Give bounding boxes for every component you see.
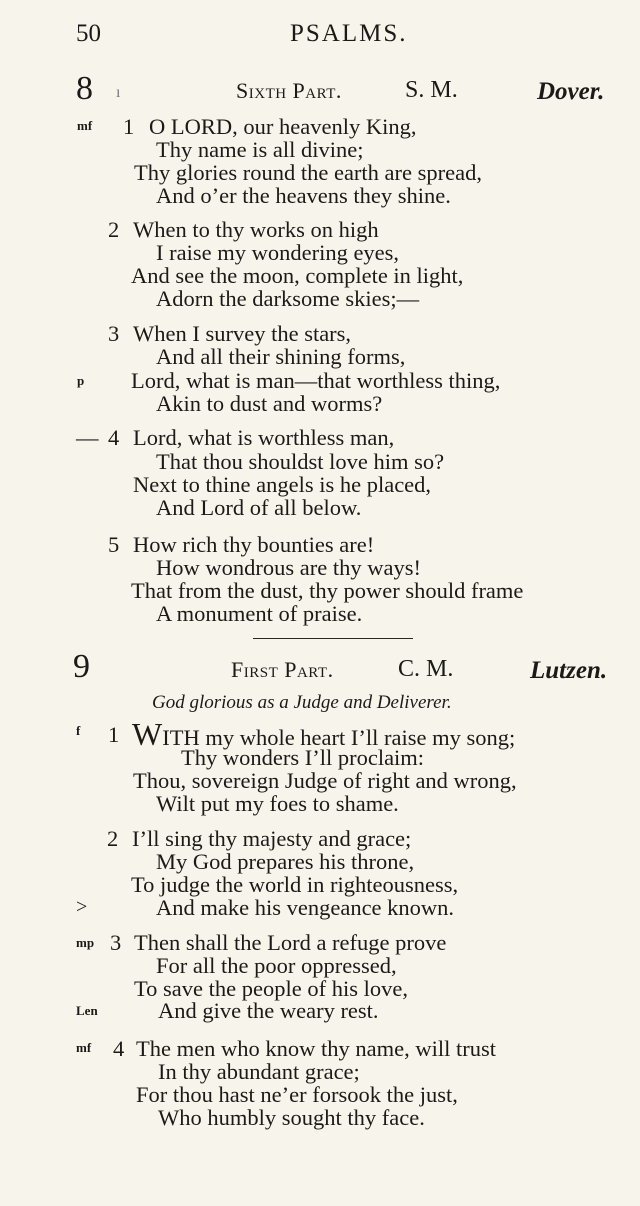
psalm-9-subtitle: God glorious as a Judge and Deliverer. — [152, 692, 452, 713]
hymn-line: Who humbly sought thy face. — [158, 1105, 425, 1130]
verse-number: 2 — [108, 217, 120, 242]
psalm-8-meter: S. M. — [405, 77, 458, 103]
hymn-line: Wilt put my foes to shame. — [156, 791, 399, 816]
verse-number: 3 — [110, 930, 122, 955]
hymn-line: When to thy works on high — [133, 217, 379, 242]
hymn-line: That from the dust, thy power should frame — [131, 578, 524, 603]
section-divider — [253, 638, 413, 639]
dynamic-mark: mf — [76, 1040, 92, 1055]
hymn-line: And o’er the heavens they shine. — [156, 183, 451, 208]
dynamic-mark: mp — [76, 935, 95, 950]
dash-mark: — — [76, 425, 99, 450]
hymn-line: I’ll sing thy majesty and grace; — [132, 826, 412, 851]
hymn-line: Lord, what is worthless man, — [133, 425, 395, 450]
psalm-8-tune: Dover. — [537, 78, 605, 105]
hymn-line: My God prepares his throne, — [156, 849, 415, 874]
hymn-line: Thou, sovereign Judge of right and wrong, — [133, 768, 517, 793]
hymn-line: Akin to dust and worms? — [156, 391, 383, 416]
verse-number: 1 — [123, 114, 135, 139]
hymn-line: And see the moon, complete in light, — [131, 263, 464, 288]
verse-number: 4 — [108, 425, 120, 450]
hymn-line: For all the poor oppressed, — [156, 953, 397, 978]
hymn-line: That thou shouldst love him so? — [156, 449, 445, 474]
hymn-line: The men who know thy name, will trust — [136, 1036, 496, 1061]
psalm-9-part: First Part. — [231, 657, 334, 682]
hymn-line: How rich thy bounties are! — [133, 532, 375, 557]
hymn-line: And Lord of all below. — [156, 495, 362, 520]
verse-number: 5 — [108, 532, 120, 557]
verse-number: 1 — [108, 722, 120, 747]
hymn-line: And make his vengeance known. — [156, 895, 455, 920]
psalm-9-number: 9 — [73, 648, 90, 685]
hymn-line: Lord, what is man—that worthless thing, — [131, 368, 501, 393]
hymn-line: Thy glories round the earth are spread, — [134, 160, 482, 185]
hymn-line: And all their shining forms, — [156, 344, 406, 369]
hymn-line: A monument of praise. — [156, 601, 363, 626]
hymn-line: Then shall the Lord a refuge prove — [134, 930, 447, 955]
accent-mark: > — [76, 896, 88, 918]
psalm-9-tune: Lutzen. — [530, 657, 608, 684]
hymn-line: Thy name is all divine; — [156, 137, 364, 162]
hymn-line: O LORD, our heavenly King, — [149, 114, 417, 139]
hymn-line: How wondrous are thy ways! — [156, 555, 421, 580]
hymn-line: To save the people of his love, — [134, 976, 408, 1001]
psalm-8-number: 8 — [76, 70, 93, 107]
verse-number: 4 — [113, 1036, 125, 1061]
hymn-line: To judge the world in righteousness, — [131, 872, 459, 897]
hymn-line: Thy wonders I’ll proclaim: — [181, 745, 425, 770]
running-title: PSALMS. — [290, 20, 408, 47]
verse-number: 3 — [108, 321, 120, 346]
psalm-9-meter: C. M. — [398, 656, 454, 682]
tempo-mark: Len — [76, 1003, 98, 1018]
hymn-line: Next to thine angels is he placed, — [133, 472, 432, 497]
dynamic-mark: f — [76, 723, 81, 738]
drop-cap: W — [132, 716, 163, 752]
line-rest: ITH my whole heart I’ll raise my song; — [162, 725, 516, 750]
verse-number: 2 — [107, 826, 119, 851]
psalm-8-part: Sixth Part. — [236, 78, 342, 103]
hymn-line: In thy abundant grace; — [158, 1059, 360, 1084]
page-number: 50 — [76, 20, 101, 47]
dynamic-mark: p — [77, 373, 85, 388]
hymn-line: I raise my wondering eyes, — [156, 240, 400, 265]
dynamic-mark: mf — [77, 118, 93, 133]
stray-mark: ı — [116, 84, 121, 101]
hymn-line: For thou hast ne’er forsook the just, — [136, 1082, 458, 1107]
hymn-line: When I survey the stars, — [133, 321, 352, 346]
hymn-line: Adorn the darksome skies;— — [156, 286, 420, 311]
hymn-line: And give the weary rest. — [158, 998, 379, 1023]
